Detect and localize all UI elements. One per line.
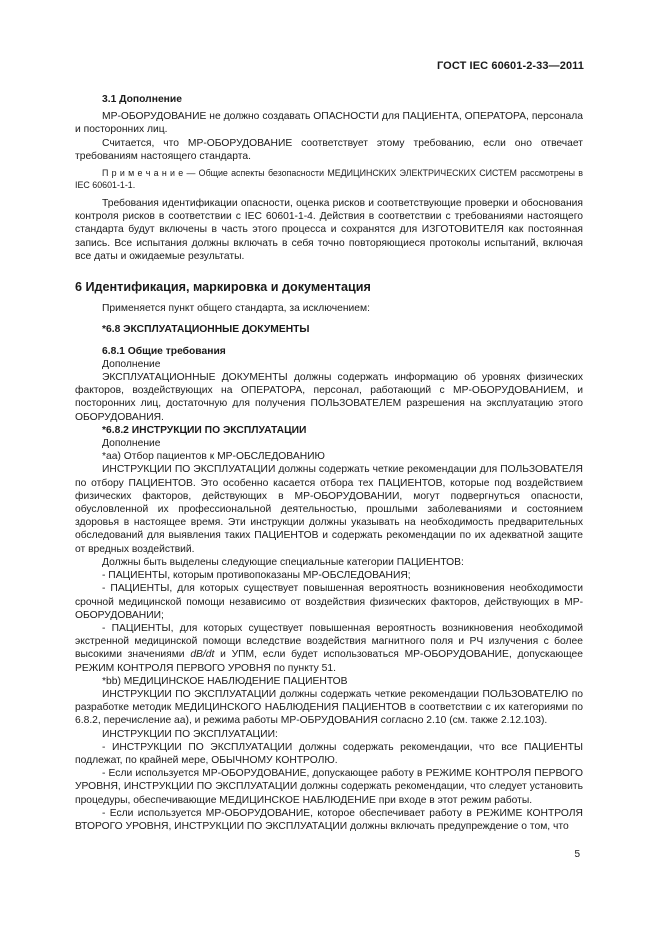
paragraph: МР-ОБОРУДОВАНИЕ не должно создавать ОПАСНОСТИ для ПАЦИЕНТА, ОПЕРАТОРА, персонала и посторонних лиц. [75,111,583,136]
subheading: Дополнение [102,438,161,450]
paragraph: ИНСТРУКЦИИ ПО ЭКСПЛУАТАЦИИ должны содержать четкие рекомендации ПОЛЬЗОВАТЕЛЮ по разработке методик МЕДИЦИНСКОГО НАБЛЮДЕНИЯ ПАЦИЕНТОВ в соответствии с их категориями по 6.8.2, перечисление аа), и режима работы МР-ОБРУДОВАНИЯ согласно 2.10 (см. также 2.12.103). [75,688,583,727]
formula-dbdt: dB/dt [190,649,215,661]
list-item-text: и УПМ, если будет использоваться МР-ОБОРУДОВАНИЕ, допускающее РЕЖИМ КОНТРОЛЯ ПЕРВОГО УРОВНЯ по пункту 51. [75,649,584,674]
list-item: - ПАЦИЕНТЫ, которым противопоказаны МР-ОБСЛЕДОВАНИЯ; [102,570,411,582]
list-item [75,622,583,675]
section-6-8-title: *6.8 ЭКСПЛУАТАЦИОННЫЕ ДОКУМЕНТЫ [102,324,310,336]
list-item: - ИНСТРУКЦИИ ПО ЭКСПЛУАТАЦИИ должны содержать рекомендации, что все ПАЦИЕНТЫ подлежат, по крайней мере, ОБЫЧНОМУ КОНТРОЛЮ. [75,741,583,766]
list-item: - Если используется МР-ОБОРУДОВАНИЕ, допускающее работу в РЕЖИМЕ КОНТРОЛЯ ПЕРВОГО УРОВНЯ, ИНСТРУКЦИИ ПО ЭКСПЛУАТАЦИИ должны содержать рекомендации, что следует установить процедуры, обеспечивающие МЕДИЦИНСКОЕ НАБЛЮДЕНИЕ при входе в этот режим работы. [75,768,583,806]
section-6-8-2-title: *6.8.2 ИНСТРУКЦИИ ПО ЭКСПЛУАТАЦИИ [102,424,307,436]
subheading: Дополнение [102,358,161,370]
page-number: 5 [574,849,580,860]
section-3-1-title: 3.1 Дополнение [102,94,182,105]
list-item: - Если используется МР-ОБОРУДОВАНИЕ, которое обеспечивает работу в РЕЖИМЕ КОНТРОЛЯ ВТОРОГО УРОВНЯ, ИНСТРУКЦИИ ПО ЭКСПЛУАТАЦИИ должны включать предупреждение о том, что [75,807,583,832]
paragraph: Должны быть выделены следующие специальные категории ПАЦИЕНТОВ: [102,556,464,568]
paragraph: Применяется пункт общего стандарта, за исключением: [102,303,370,315]
list-heading: *аа) Отбор пациентов к МР-ОБСЛЕДОВАНИЮ [102,451,325,463]
paragraph: Считается, что МР-ОБОРУДОВАНИЕ соответствует этому требованию, если оно отвечает требованиям настоящего стандарта. [75,137,583,162]
list-heading: *bb) МЕДИЦИНСКОЕ НАБЛЮДЕНИЕ ПАЦИЕНТОВ [102,675,348,687]
list-item: - ПАЦИЕНТЫ, для которых существует повышенная вероятность возникновения необходимости срочной медицинской помощи независимо от воздействия физических факторов, действующих в МР-ОБОРУДОВАНИИ; [75,583,583,621]
paragraph: ЭКСПЛУАТАЦИОННЫЕ ДОКУМЕНТЫ должны содержать информацию об уровнях физических факторов, воздействующих на ОПЕРАТОРА, персонал, работающий с МР-ОБОРУДОВАНИЕМ, и посторонних лиц, достаточную для получения ПОЛЬЗОВАТЕЛЕМ разрешения на эксплуатацию этого ОБОРУДОВАНИЯ. [75,372,583,423]
page-content [75,93,583,833]
paragraph: ИНСТРУКЦИИ ПО ЭКСПЛУАТАЦИИ: [102,728,278,740]
section-6-title: 6 Идентификация, маркировка и документация [75,280,371,295]
note-text: — Общие аспекты безопасности МЕДИЦИНСКИХ ЭЛЕКТРИЧЕСКИХ СИСТЕМ рассмотрены в IEC 60601-1-1. [75,168,583,191]
section-6-8-1-title: 6.8.1 Общие требования [102,345,226,357]
list-item-text: - ПАЦИЕНТЫ, для которых существует повышенная вероятность возникновения необходимой экстренной медицинской помощи вследствие воздействия магнитного поля и РЧ излучения с более высокими значениями [75,622,583,661]
paragraph: Требования идентификации опасности, оценка рисков и соответствующие проверки и обоснования контроля рисков в соответствии с IEC 60601-1-4. Действия в соответствии с требованиями настоящего стандарта будут включены в часть этого процесса и сохранятся для ИЗГОТОВИТЕЛЯ как постоянная запись. Все испытания должны включать в себя точно повторяющиеся протоколы испытаний, включая все даты и ожидаемые результаты. [75,198,583,262]
standard-header: ГОСТ IEC 60601-2-33—2011 [436,60,584,72]
note [75,167,583,191]
note-label: П р и м е ч а н и е [102,168,184,179]
paragraph: ИНСТРУКЦИИ ПО ЭКСПЛУАТАЦИИ должны содержать четкие рекомендации для ПОЛЬЗОВАТЕЛЯ по отбору ПАЦИЕНТОВ. Это особенно касается отбора тех ПАЦИЕНТОВ, которые под воздействием физических факторов, действующих в МР-ОБОРУДОВАНИИ, могут подвергнуться опасности, обусловленной их профессиональной деятельностью, прошлыми заболеваниями и состоянием здоровья в настоящее время. Эти инструкции должны указывать на необходимость предварительных обследований для выявления таких ПАЦИЕНТОВ и содержать рекомендации по их адекватной защите от вредных воздействий. [75,464,583,555]
